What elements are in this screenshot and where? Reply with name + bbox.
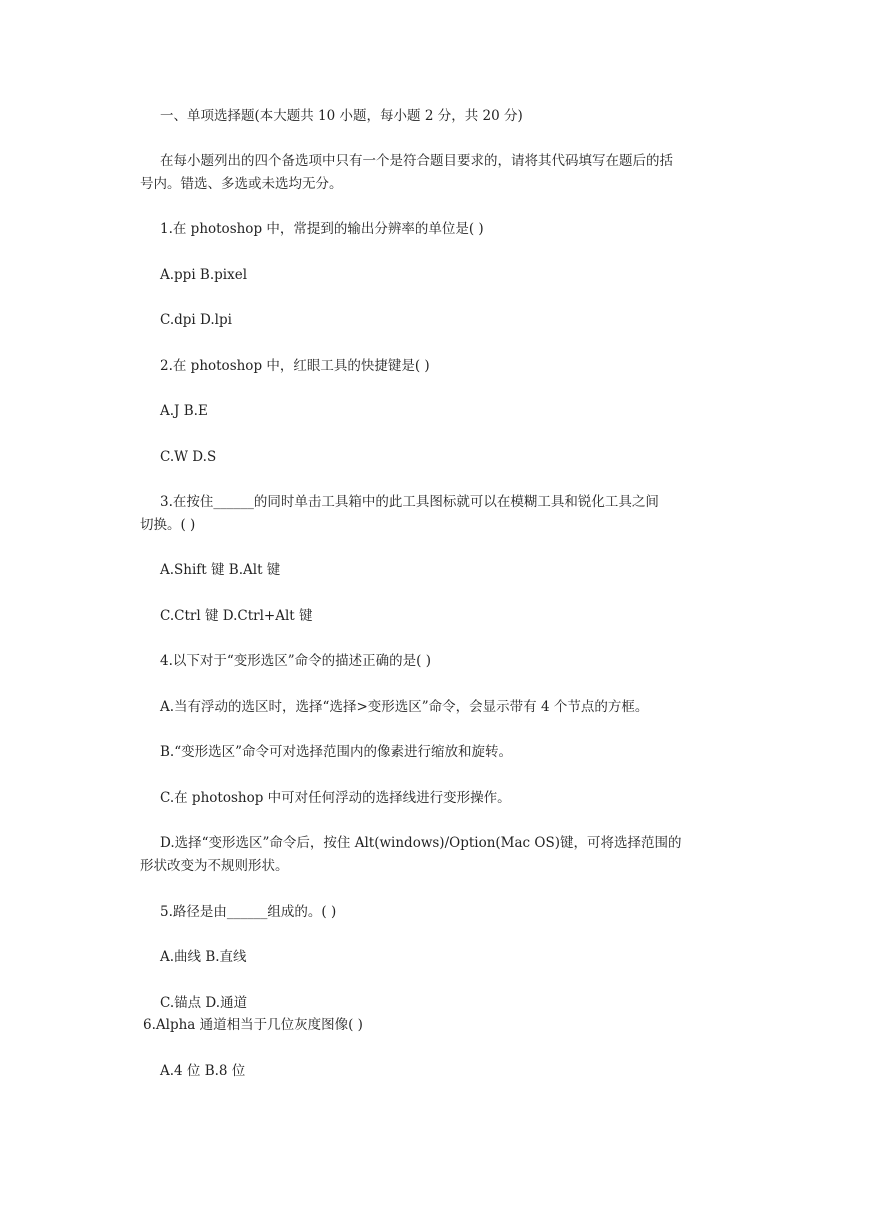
question-3-option-ab: A.Shift 键 B.Alt 键 <box>160 562 281 578</box>
question-1-stem: 1.在 photoshop 中，常提到的输出分辨率的单位是( ) <box>160 221 484 237</box>
question-5-option-cd: C.锚点 D.通道 <box>160 995 248 1011</box>
question-1-option-cd: C.dpi D.lpi <box>160 312 232 328</box>
question-4-option-d-line-2: 形状改变为不规则形状。 <box>140 858 289 874</box>
question-5-option-ab: A.曲线 B.直线 <box>160 949 247 965</box>
question-3-option-cd: C.Ctrl 键 D.Ctrl+Alt 键 <box>160 608 313 624</box>
question-5-stem: 5.路径是由______组成的。( ) <box>160 904 337 920</box>
question-2-option-ab: A.J B.E <box>160 403 208 419</box>
question-4-option-a: A.当有浮动的选区时，选择“选择>变形选区”命令，会显示带有 4 个节点的方框。 <box>160 699 649 715</box>
question-2-option-cd: C.W D.S <box>160 449 217 465</box>
question-6-stem: 6.Alpha 通道相当于几位灰度图像( ) <box>143 1017 363 1033</box>
question-4-option-d-line-1: D.选择“变形选区”命令后，按住 Alt(windows)/Option(Mac OS)键，可将选择范围的 <box>160 835 682 851</box>
instruction-line-2: 号内。错选、多选或未选均无分。 <box>140 176 343 192</box>
question-4-stem: 4.以下对于“变形选区”命令的描述正确的是( ) <box>160 653 432 669</box>
question-4-option-b: B.“变形选区”命令可对选择范围内的像素进行缩放和旋转。 <box>160 744 513 760</box>
question-6-option-ab: A.4 位 B.8 位 <box>160 1063 246 1079</box>
question-3-stem-line-1: 3.在按住______的同时单击工具箱中的此工具图标就可以在模糊工具和锐化工具之间 <box>160 494 659 510</box>
question-4-option-c: C.在 photoshop 中可对任何浮动的选择线进行变形操作。 <box>160 790 511 806</box>
section-heading: 一、单项选择题(本大题共 10 小题，每小题 2 分，共 20 分) <box>160 108 523 124</box>
question-1-option-ab: A.ppi B.pixel <box>160 267 248 283</box>
question-3-stem-line-2: 切换。( ) <box>140 517 196 533</box>
question-2-stem: 2.在 photoshop 中，红眼工具的快捷键是( ) <box>160 358 430 374</box>
instruction-line-1: 在每小题列出的四个备选项中只有一个是符合题目要求的，请将其代码填写在题后的括 <box>160 153 673 169</box>
